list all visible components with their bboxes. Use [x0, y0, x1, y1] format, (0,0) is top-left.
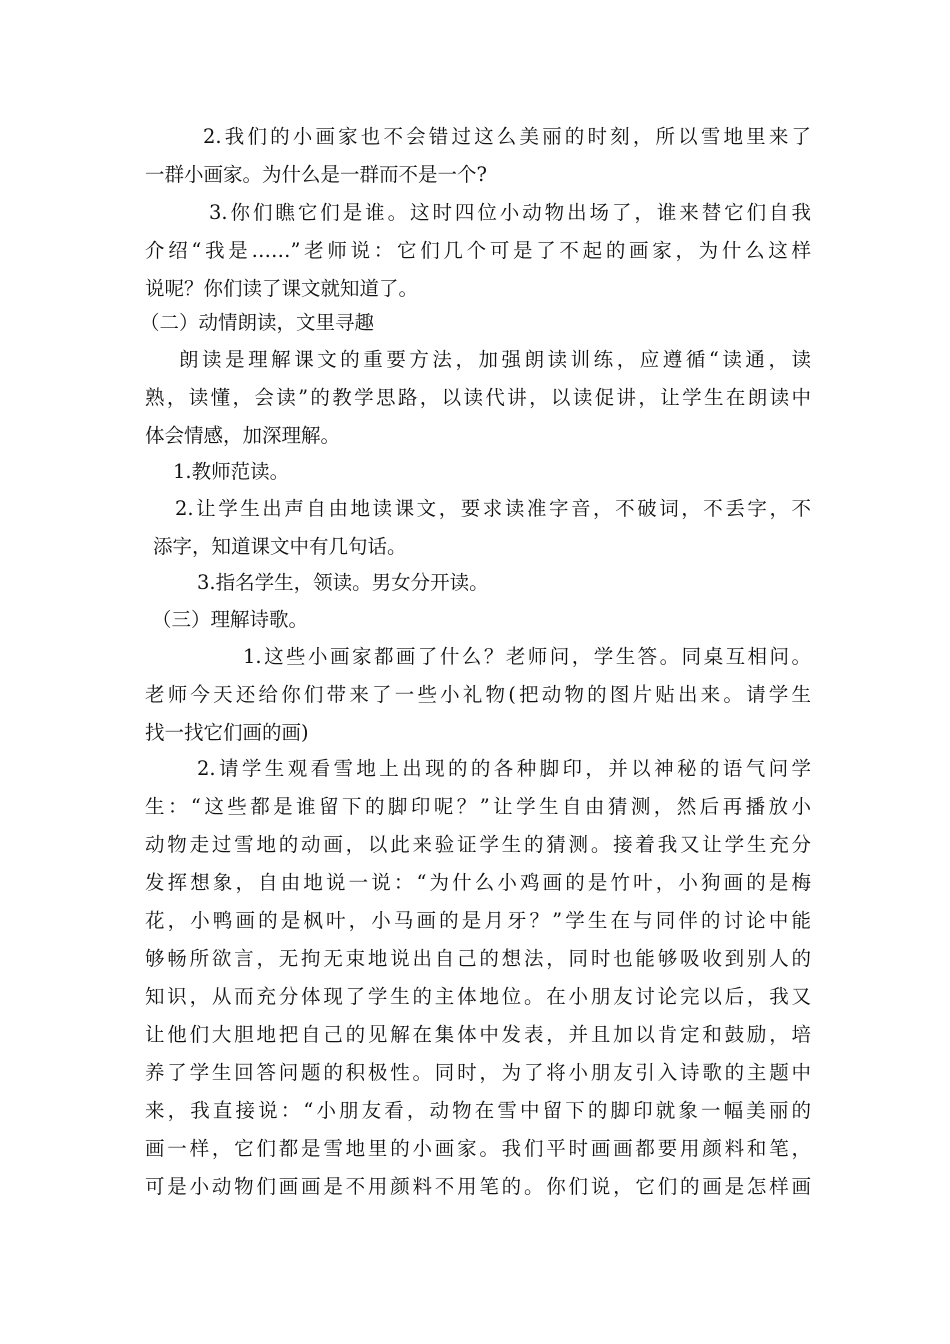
text-line: 养了学生回答问题的积极性。同时，为了将小朋友引入诗歌的主题中 — [145, 1061, 811, 1084]
text-line: 2.请学生观看雪地上出现的的各种脚印，并以神秘的语气问学 — [197, 757, 811, 780]
text-line: 动物走过雪地的动画，以此来验证学生的猜测。接着我又让学生充分 — [145, 833, 811, 856]
section-heading — [152, 601, 818, 639]
heading-text: （三）理解诗歌。 — [152, 608, 309, 631]
text-line: 让他们大胆地把自己的见解在集体中发表，并且加以肯定和鼓励，培 — [145, 1023, 811, 1046]
paragraph — [145, 194, 811, 308]
text-line: 介绍“我是……”老师说：它们几个可是了不起的画家，为什么这样 — [145, 239, 811, 262]
paragraph — [145, 638, 811, 752]
text-line: 知识，从而充分体现了学生的主体地位。在小朋友讨论完以后，我又 — [145, 985, 811, 1008]
paragraph — [145, 490, 811, 566]
text-line: 一群小画家。为什么是一群而不是一个? — [145, 163, 487, 186]
paragraph — [145, 564, 811, 602]
text-line: 1.教师范读。 — [173, 460, 290, 483]
text-line: 来，我直接说：“小朋友看，动物在雪中留下的脚印就象一幅美丽的 — [145, 1099, 811, 1122]
text-line: 画一样，它们都是雪地里的小画家。我们平时画画都要用颜料和笔， — [145, 1137, 811, 1160]
text-line: 1.这些小画家都画了什么？老师问，学生答。同桌互相问。 — [243, 645, 811, 668]
paragraph — [145, 341, 811, 455]
paragraph — [145, 118, 811, 194]
section-heading — [140, 304, 806, 342]
text-line: 生：“这些都是谁留下的脚印呢？”让学生自由猜测，然后再播放小 — [145, 795, 811, 818]
text-line: 朗读是理解课文的重要方法，加强朗读训练，应遵循“读通，读 — [179, 348, 811, 371]
text-line: 熟，读懂，会读”的教学思路，以读代讲，以读促讲，让学生在朗读中 — [145, 386, 811, 409]
heading-text: （二）动情朗读，文里寻趣 — [140, 311, 375, 334]
text-line: 2.我们的小画家也不会错过这么美丽的时刻，所以雪地里来了 — [203, 125, 811, 148]
text-line: 3.指名学生，领读。男女分开读。 — [197, 571, 489, 594]
text-line: 添字，知道课文中有几句话。 — [153, 535, 407, 558]
text-line: 找一找它们画的画) — [145, 721, 309, 744]
text-line: 够畅所欲言，无拘无束地说出自己的想法，同时也能够吸收到别人的 — [145, 947, 811, 970]
text-line: 老师今天还给你们带来了一些小礼物(把动物的图片贴出来。请学生 — [145, 683, 811, 706]
paragraph — [145, 750, 811, 1206]
text-line: 3.你们瞧它们是谁。这时四位小动物出场了，谁来替它们自我 — [209, 201, 811, 224]
text-line: 体会情感，加深理解。 — [145, 424, 341, 447]
text-line: 2.让学生出声自由地读课文，要求读准字音，不破词，不丢字，不 — [175, 497, 811, 520]
paragraph — [145, 453, 811, 491]
text-line: 发挥想象，自由地说一说：“为什么小鸡画的是竹叶，小狗画的是梅 — [145, 871, 811, 894]
text-line: 花，小鸭画的是枫叶，小马画的是月牙？”学生在与同伴的讨论中能 — [145, 909, 811, 932]
text-line: 可是小动物们画画是不用颜料不用笔的。你们说，它们的画是怎样画 — [145, 1175, 811, 1198]
text-line: 说呢？你们读了课文就知道了。 — [145, 277, 419, 300]
